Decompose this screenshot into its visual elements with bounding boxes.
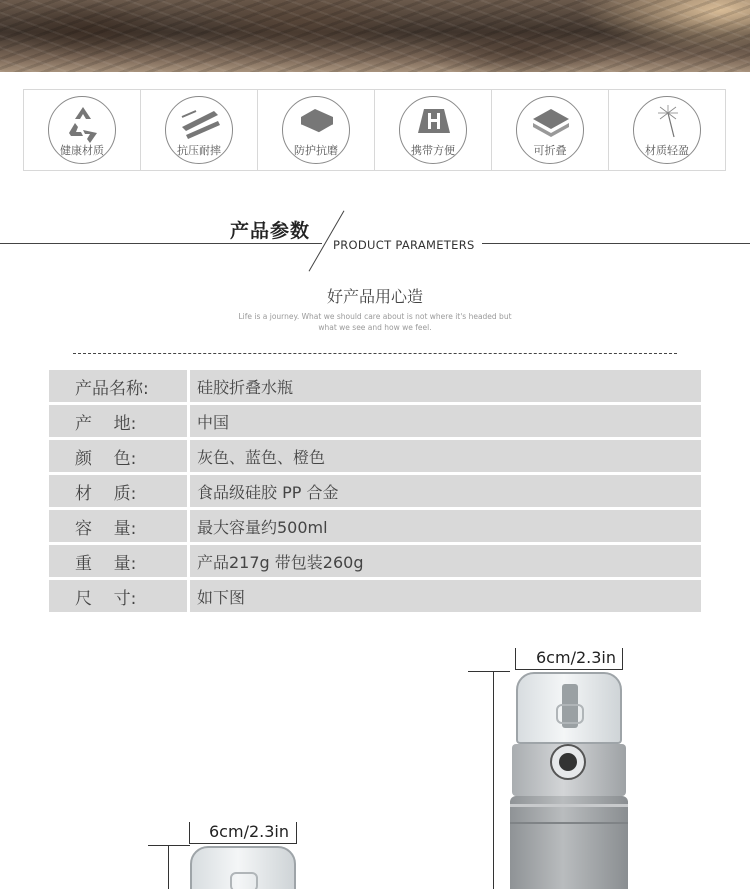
feature-label: 健康材质 (60, 144, 104, 157)
feature-label: 材质轻盈 (645, 144, 689, 157)
section-subtitle: PRODUCT PARAMETERS (333, 238, 475, 252)
param-label: 尺 寸: (49, 580, 187, 612)
tagline-sub: Life is a journey. What we should care about is not where it's headed but what we see and how we feel. (238, 312, 512, 332)
width-label: 6cm/2.3in (209, 822, 289, 841)
param-value: 硅胶折叠水瓶 (190, 370, 701, 402)
table-row (49, 405, 701, 437)
param-label: 颜 色: (49, 440, 187, 472)
bottle-cap (516, 672, 622, 744)
divider (0, 243, 322, 244)
width-label: 6cm/2.3in (536, 648, 616, 667)
section-title: 产品参数 (230, 220, 311, 242)
feature-lightweight (609, 90, 725, 170)
tagline: 好产品用心造 (326, 287, 423, 306)
dimension-line (190, 843, 296, 844)
dimension-tick (296, 822, 297, 844)
param-value: 中国 (190, 405, 701, 437)
bottle-cap (190, 846, 296, 889)
bottle-body (510, 796, 628, 889)
dimension-tick (622, 648, 623, 670)
feature-label: 抗压耐摔 (177, 144, 221, 157)
portable-icon (412, 103, 456, 147)
table-row (49, 475, 701, 507)
param-label: 材 质: (49, 475, 187, 507)
feature-label: 防护抗磨 (294, 144, 338, 157)
feature-foldable (492, 90, 609, 170)
height-tick (468, 671, 510, 672)
param-value: 产品217g 带包装260g (190, 545, 701, 577)
feature-pressure-resistant (141, 90, 258, 170)
param-value: 食品级硅胶 PP 合金 (190, 475, 701, 507)
height-line (168, 845, 169, 889)
feature-row (23, 89, 726, 171)
banner-image (0, 0, 750, 72)
param-label: 产 地: (49, 405, 187, 437)
height-line (493, 671, 494, 889)
feature-portable (375, 90, 492, 170)
fold-icon (529, 103, 573, 147)
param-label: 产品名称: (49, 370, 187, 402)
param-value: 如下图 (190, 580, 701, 612)
feature-label: 可折叠 (533, 144, 567, 157)
dimension-tick (515, 648, 516, 670)
feature-wear-protection (258, 90, 375, 170)
press-icon (178, 103, 222, 147)
feather-icon (646, 103, 690, 147)
param-value: 灰色、蓝色、橙色 (190, 440, 701, 472)
param-label: 重 量: (49, 545, 187, 577)
recycle-icon (61, 103, 105, 147)
params-table (49, 370, 701, 615)
divider (482, 243, 750, 244)
table-row (49, 370, 701, 402)
param-label: 容 量: (49, 510, 187, 542)
table-row (49, 545, 701, 577)
height-tick (148, 845, 190, 846)
table-row (49, 440, 701, 472)
table-row (49, 510, 701, 542)
feature-label: 携带方便 (411, 144, 455, 157)
bottle-lid-band (512, 744, 626, 796)
dimension-tick (189, 822, 190, 844)
table-row (49, 580, 701, 612)
feature-healthy-material (24, 90, 141, 170)
dashed-divider (73, 353, 677, 354)
dimension-line (516, 669, 622, 670)
param-value: 最大容量约500ml (190, 510, 701, 542)
wear-icon (295, 103, 339, 147)
